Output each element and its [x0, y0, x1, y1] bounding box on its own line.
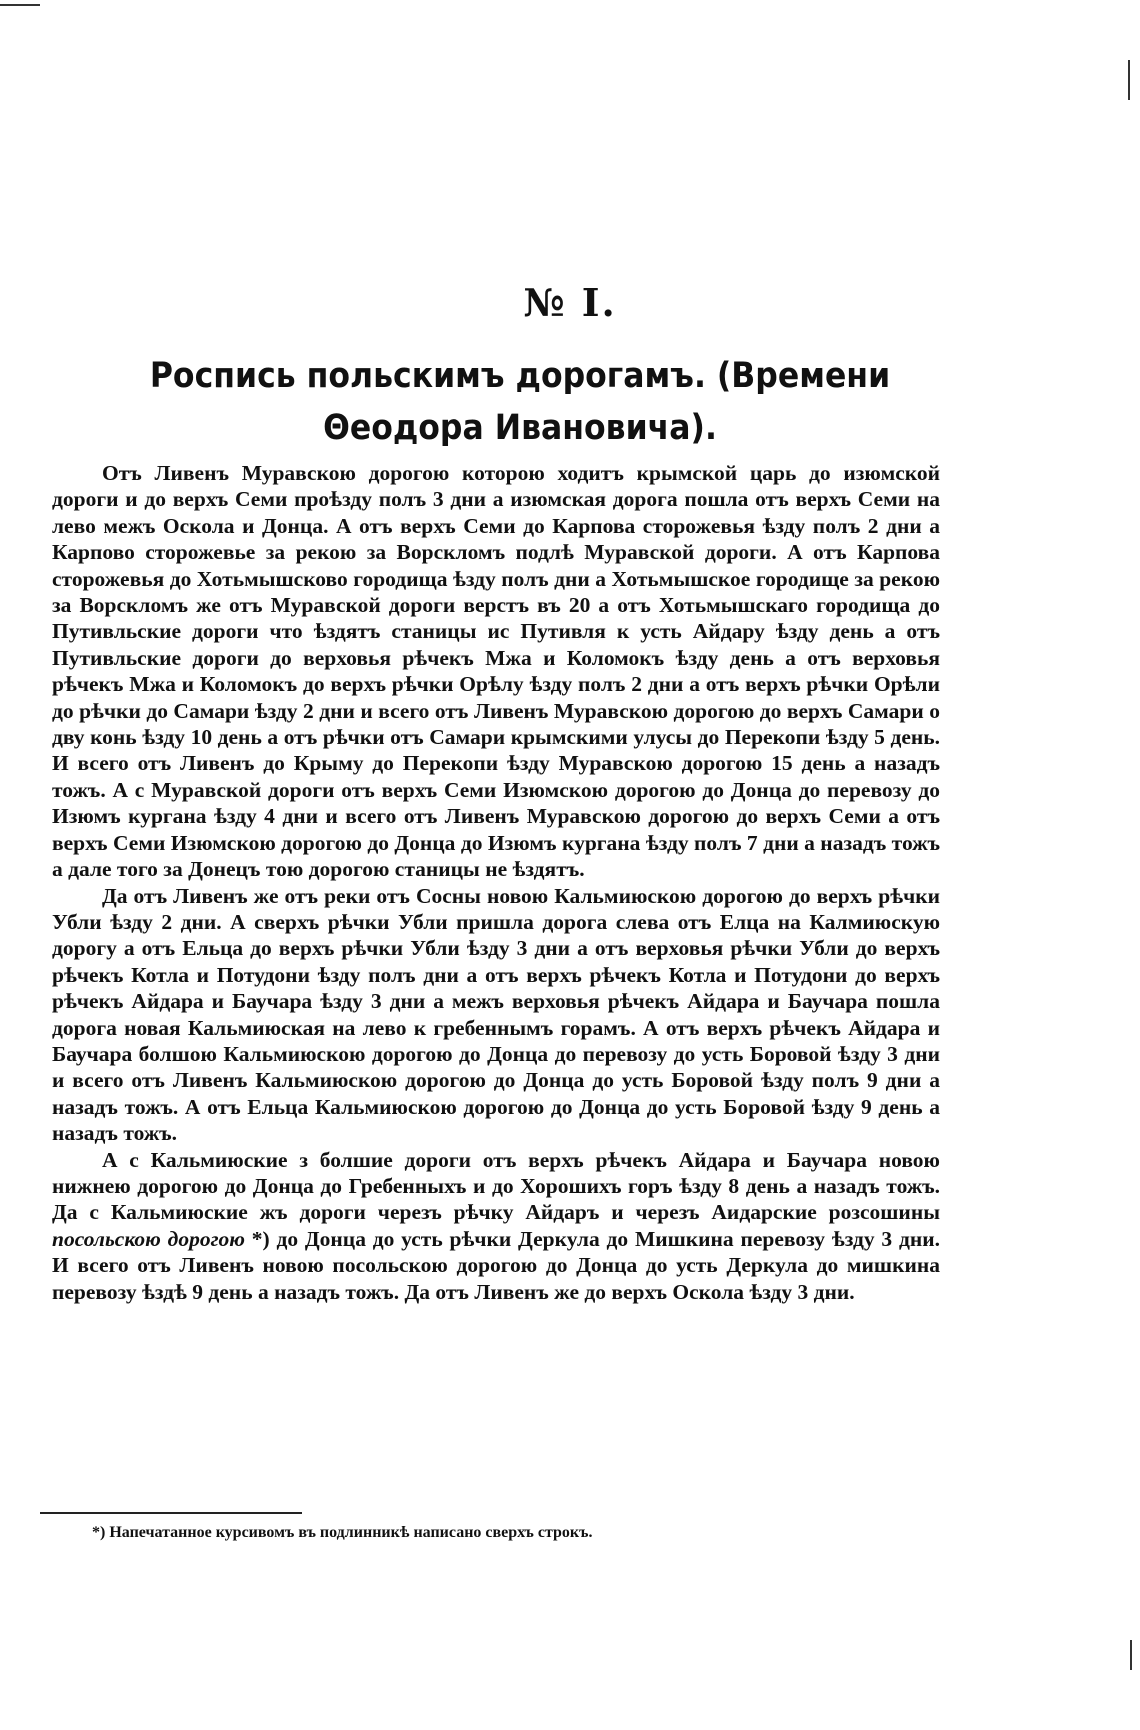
page-edge-mark-right: [1128, 60, 1130, 100]
footnote-divider: [40, 1512, 302, 1514]
paragraph-3-before: А с Кальмиюские з болшие дороги отъ верхъ рѣчекъ Айдара и Баучара новою нижнею дорогою до Донца до Гребенныхъ и до Хорошихъ горъ ѣзду 8 день а назадъ тожъ. Да с Кальмиюские жъ дороги черезъ рѣчку Айдаръ и черезъ Аидарские розсошины: [52, 1147, 940, 1225]
paragraph-1: Отъ Ливенъ Муравскою дорогою которою ходитъ крымской царь до изюмской дороги и до верхъ Семи проѣзду полъ 3 дни а изюмская дорога пошла отъ верхъ Семи на лево межъ Оскола и Донца. А отъ верхъ Семи до Карпова сторожевья ѣзду полъ 2 дни а Карпово сторожевье за рекою за Ворскломъ подлѣ Муравской дороги. А отъ Карпова сторожевья до Хотьмышсково городища ѣзду полъ дни а Хотьмышское городище за рекою за Ворскломъ же отъ Муравской дороги верстъ въ 20 а отъ Хотьмышскаго городища до Путивльские дороги что ѣздятъ станицы ис Путивля к усть Айдару ѣзду день а отъ Путивльские дороги до верховья рѣчекъ Мжа и Коломокъ ѣзду день а отъ верховья рѣчекъ Мжа и Коломокъ до верхъ рѣчки Орѣлу ѣзду полъ 2 дни а отъ верхъ рѣчки Орѣли до рѣчки до Самари ѣзду 2 дни и всего отъ Ливенъ Муравскою дорогою до верхъ Самари о дву конь ѣзду 10 день а отъ рѣчки отъ Самари крымскими улусы до Перекопи ѣзду 5 день. И всего отъ Ливенъ до Крыму до Перекопи ѣзду Муравскою дорогою 15 день а назадъ тожъ. А с Муравской дороги отъ верхъ Семи Изюмскою дорогою до Донца до перевозу до Изюмъ кургана ѣзду 4 дни и всего отъ Ливенъ Муравскою дорогою до верхъ Семи а отъ верхъ Семи Изюмскою дорогою до Донца до Изюмъ кургана ѣзду полъ 7 дни а назадъ тожъ а дале того за Донецъ тою дорогою станицы не ѣздятъ.: [52, 461, 940, 882]
footnote: *) Напечатанное курсивомъ въ подлинникѣ написано сверхъ строкъ.: [92, 1524, 593, 1541]
paragraph-3-after: *) до Донца до усть рѣчки Деркула до Мишкина перевозу ѣзду 3 дни. И всего отъ Ливенъ новою посольскою дорогою до Донца до усть Деркула до мишкина перевозу ѣздѣ 9 день а назадъ тожъ. Да отъ Ливенъ же до верхъ Оскола ѣзду 3 дни.: [52, 1226, 940, 1304]
page-edge-mark-right-lower: [1130, 1640, 1132, 1670]
page-edge-mark-top: [0, 4, 40, 6]
document-title: Роспись польскимъ дорогамъ. (Времени Θеодора Ивановича).: [149, 356, 891, 448]
document-number: № I.: [523, 280, 617, 325]
paragraph-3-italic: посольскою дорогою: [52, 1226, 245, 1251]
paragraph-3: [52, 1147, 940, 1305]
document-body: [52, 460, 940, 1305]
paragraph-2: Да отъ Ливенъ же отъ реки отъ Сосны новою Кальмиюскою дорогою до верхъ рѣчки Убли ѣзду 2 дни. А сверхъ рѣчки Убли пришла дорога слева отъ Елца на Калмиюскую дорогу а отъ Ельца до верхъ рѣчки Убли ѣзду 3 дни а отъ верховья рѣчки Убли до верхъ рѣчекъ Котла и Потудони ѣзду полъ дни а отъ верхъ рѣчекъ Котла и Потудони до верхъ рѣчекъ Айдара и Баучара ѣзду 3 дни а межъ верховья рѣчекъ Айдара и Баучара пошла дорога новая Кальмиюская на лево к гребеннымъ горамъ. А отъ верхъ рѣчекъ Айдара и Баучара болшою Кальмиюскою дорогою до Донца до перевозу до усть Боровой ѣзду 3 дни и всего отъ Ливенъ Кальмиюскою дорогою до Донца до усть Боровой ѣзду полъ 9 дни а назадъ тожъ. А отъ Ельца Кальмиюскою дорогою до Донца до усть Боровой ѣзду 9 день а назадъ тожъ.: [52, 883, 940, 1146]
